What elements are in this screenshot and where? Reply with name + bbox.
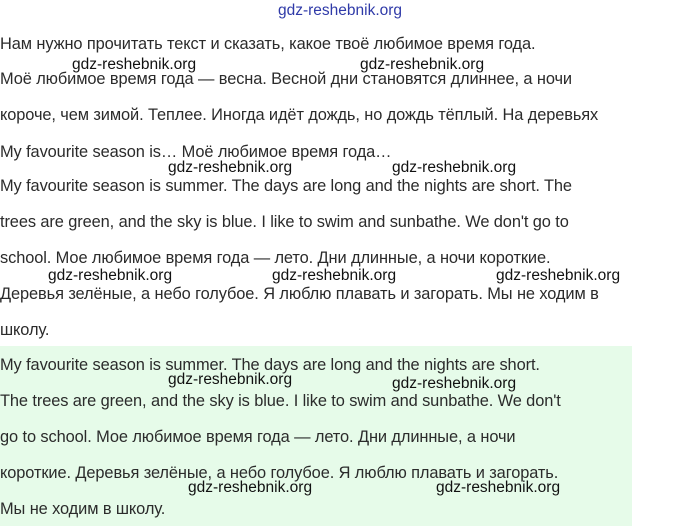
text-line: My favourite season is summer. The days are long and the nights are short. The	[0, 177, 572, 195]
watermark: gdz-reshebnik.org	[496, 267, 621, 284]
text-line: trees are green, and the sky is blue. I like to swim and sunbathe. We don't go to	[0, 213, 569, 231]
answer-line: Мы не ходим в школу.	[0, 500, 166, 518]
watermark: gdz-reshebnik.org	[168, 371, 293, 388]
watermark: gdz-reshebnik.org	[188, 479, 313, 496]
watermark: gdz-reshebnik.org	[72, 56, 197, 73]
text-line: school. Мое любимое время года — лето. Дни длинные, а ночи короткие.	[0, 249, 551, 267]
watermark: gdz-reshebnik.org	[392, 375, 517, 392]
answer-line: go to school. Мое любимое время года — лето. Дни длинные, а ночи	[0, 428, 516, 446]
answer-line: The trees are green, and the sky is blue. I like to swim and sunbathe. We don't	[0, 392, 561, 410]
header-watermark: gdz-reshebnik.org	[277, 2, 403, 19]
text-line: My favourite season is… Моё любимое время года…	[0, 143, 392, 161]
watermark: gdz-reshebnik.org	[436, 479, 561, 496]
text-line: Нам нужно прочитать текст и сказать, какое твоё любимое время года.	[0, 35, 536, 53]
text-line: Деревья зелёные, а небо голубое. Я люблю плавать и загорать. Мы не ходим в	[0, 285, 599, 303]
watermark: gdz-reshebnik.org	[392, 159, 517, 176]
watermark: gdz-reshebnik.org	[48, 267, 173, 284]
answer-line: My favourite season is summer. The days are long and the nights are short.	[0, 356, 540, 374]
watermark: gdz-reshebnik.org	[272, 267, 397, 284]
text-line: короче, чем зимой. Теплее. Иногда идёт дождь, но дождь тёплый. На деревьях	[0, 106, 599, 124]
text-line: школу.	[0, 321, 50, 339]
answer-line: короткие. Деревья зелёные, а небо голубое. Я люблю плавать и загорать.	[0, 464, 559, 482]
watermark: gdz-reshebnik.org	[360, 56, 485, 73]
watermark: gdz-reshebnik.org	[168, 159, 293, 176]
text-line: Моё любимое время года — весна. Весной дни становятся длиннее, а ночи	[0, 70, 572, 88]
